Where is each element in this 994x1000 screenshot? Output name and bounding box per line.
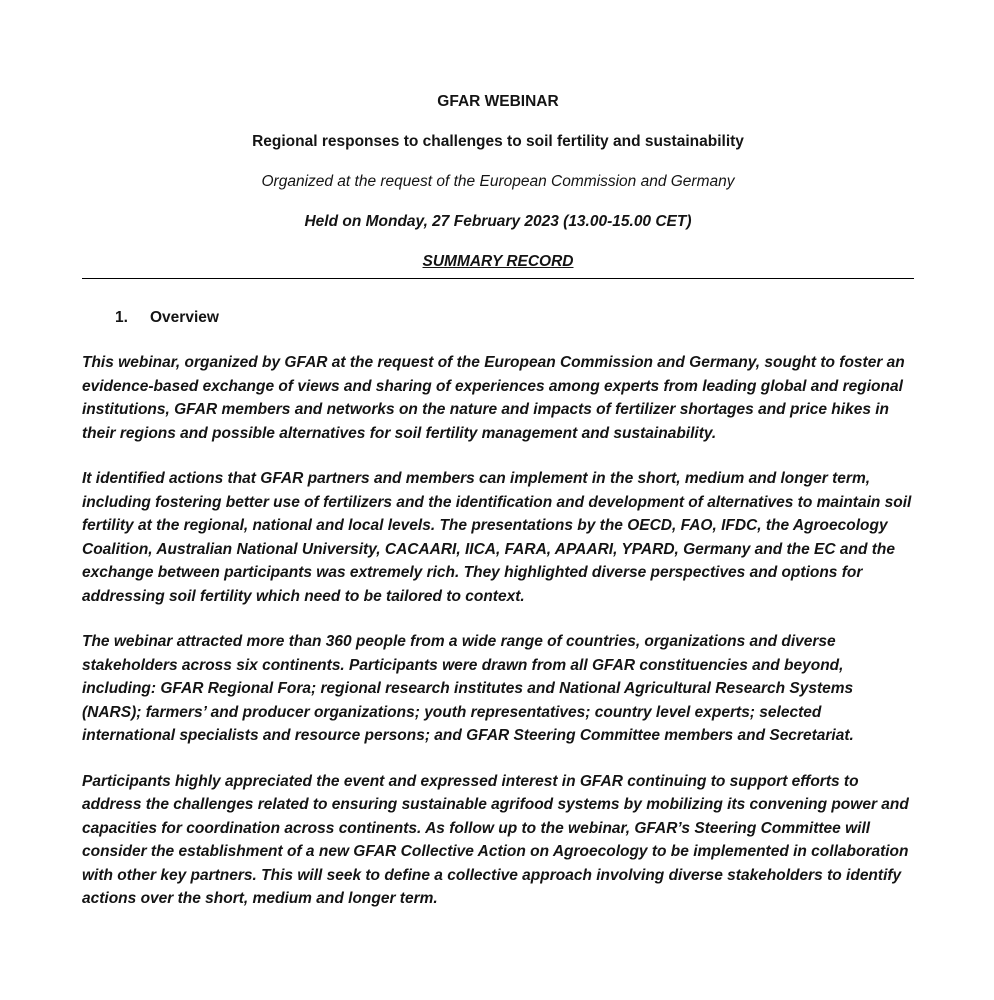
- section-heading-overview: [115, 309, 914, 327]
- section-title: Overview: [150, 309, 219, 326]
- header-divider: [82, 278, 914, 279]
- held-date-line: Held on Monday, 27 February 2023 (13.00-15.00 CET): [304, 213, 692, 230]
- summary-record-heading: SUMMARY RECORD: [422, 253, 574, 270]
- organized-line: Organized at the request of the European Commission and Germany: [261, 173, 735, 190]
- section-number: 1.: [115, 309, 128, 326]
- paragraph-identified-actions: It identified actions that GFAR partners and members can implement in the short, medium and longer term, including fostering better use of fertilizers and the identification and development of alternatives to maintain soil fertility at the regional, national and local levels. The presentations by the OECD, FAO, IFDC, the Agroecology Coalition, Australian National University, CACAARI, IICA, FARA, APAARI, YPARD, Germany and the EC and the exchange between participants was extremely rich. They highlighted diverse perspectives and options for addressing soil fertility which need to be tailored to context.: [82, 470, 912, 605]
- document-subtitle: Regional responses to challenges to soil fertility and sustainability: [252, 133, 744, 150]
- paragraph-participant-appreciation: Participants highly appreciated the event and expressed interest in GFAR continuing to support efforts to address the challenges related to ensuring sustainable agrifood systems by mobilizing its convening power and capacities for coordination across continents. As follow up to the webinar, GFAR’s Steering Committee will consider the establishment of a new GFAR Collective Action on Agroecology to be implemented in collaboration with other key partners. This will seek to define a collective approach involving diverse stakeholders to identify actions over the short, medium and longer term.: [82, 772, 909, 907]
- paragraph-attendance: The webinar attracted more than 360 people from a wide range of countries, organizations and diverse stakeholders across six continents. Participants were drawn from all GFAR constituencies and beyond, including: GFAR Regional Fora; regional research institutes and National Agricultural Research Systems (NARS); farmers’ and producer organizations; youth representatives; country level experts; selected international specialists and resource persons; and GFAR Steering Committee members and Secretariat.: [82, 633, 854, 744]
- document-title: GFAR WEBINAR: [437, 93, 559, 110]
- paragraph-webinar-purpose: This webinar, organized by GFAR at the request of the European Commission and Germany, sought to foster an evidence-based exchange of views and sharing of experiences among experts from leading global and regional institutions, GFAR members and networks on the nature and impacts of fertilizer shortages and price hikes in their regions and possible alternatives for soil fertility management and sustainability.: [82, 354, 905, 442]
